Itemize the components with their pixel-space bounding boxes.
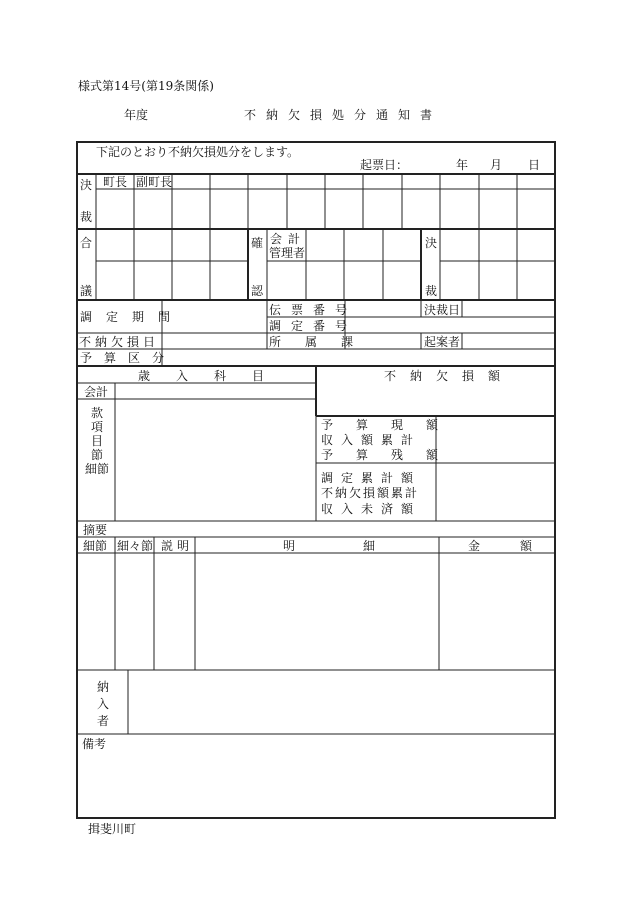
remarks-label: 備考 <box>82 737 107 751</box>
municipality-name: 揖斐川町 <box>88 822 137 836</box>
budget-current-label: 予算現額 <box>321 418 462 432</box>
writeoff-amount-label: 不納欠損額 <box>384 369 515 383</box>
uncollected-label: 収入未済額 <box>321 502 422 516</box>
drafter-label: 起案者 <box>424 335 461 349</box>
sub-section-header: 細節 <box>83 539 108 553</box>
payer-label-2: 入 <box>97 697 110 711</box>
consult-label-top: 合 <box>80 236 93 250</box>
revenue-account-label: 歳入科目 <box>138 369 291 383</box>
adjustment-number-label: 調定番号 <box>269 319 358 333</box>
accounting-manager-line2: 管理者 <box>269 246 306 260</box>
payer-label-3: 者 <box>97 714 110 728</box>
consult-label-bottom: 議 <box>80 284 93 298</box>
confirm-label-top: 確 <box>251 236 264 250</box>
payer-label-1: 納 <box>97 680 110 694</box>
voucher-number-label: 伝票番号 <box>269 303 358 317</box>
writeoff-total-label: 不納欠損額累計 <box>321 486 420 500</box>
writeoff-date-label: 不納欠損日 <box>79 335 160 349</box>
issue-day-label: 日 <box>528 158 541 172</box>
decision2-label-top: 決 <box>425 236 438 250</box>
department-label: 所属課 <box>269 335 378 349</box>
item-level-kou: 項 <box>91 420 104 434</box>
budget-remaining-label: 予算残額 <box>321 448 462 462</box>
issue-month-label: 月 <box>490 158 503 172</box>
mayor-label: 町長 <box>103 175 128 189</box>
decision-label-top: 決 <box>80 178 93 192</box>
decision-label-bottom: 裁 <box>80 210 93 224</box>
fiscal-year-label: 年度 <box>124 108 149 122</box>
explanation-header: 説明 <box>161 539 194 553</box>
form-title: 不納欠損処分通知書 <box>244 108 443 122</box>
item-level-saisetsu: 細節 <box>85 462 110 476</box>
decision-date-label: 決裁日 <box>424 303 461 317</box>
summary-label: 摘要 <box>83 523 108 537</box>
breakdown-header: 明細 <box>283 539 444 553</box>
budget-category-label: 予算区分 <box>80 351 177 365</box>
form-number: 様式第14号(第19条関係) <box>78 79 214 93</box>
deputy-mayor-label: 副町長 <box>136 175 173 189</box>
sub-sub-section-header: 細々節 <box>117 539 154 553</box>
adjustment-total-label: 調定累計額 <box>321 471 422 485</box>
intro-statement: 下記のとおり不納欠損処分をします。 <box>96 145 300 159</box>
issue-year-label: 年 <box>456 158 469 172</box>
accounting-label: 会計 <box>84 385 109 399</box>
accounting-manager-line1: 会計 <box>270 232 307 246</box>
decision2-label-bottom: 裁 <box>425 284 438 298</box>
confirm-label-bottom: 認 <box>251 284 264 298</box>
item-level-setsu: 節 <box>91 448 104 462</box>
revenue-total-label: 収入額累計 <box>321 433 422 447</box>
item-level-kan: 款 <box>91 406 104 420</box>
item-level-moku: 目 <box>91 434 104 448</box>
amount-header: 金額 <box>468 539 573 553</box>
adjustment-period-label: 調定期間 <box>80 310 185 324</box>
issue-date-label: 起票日： <box>360 158 409 172</box>
